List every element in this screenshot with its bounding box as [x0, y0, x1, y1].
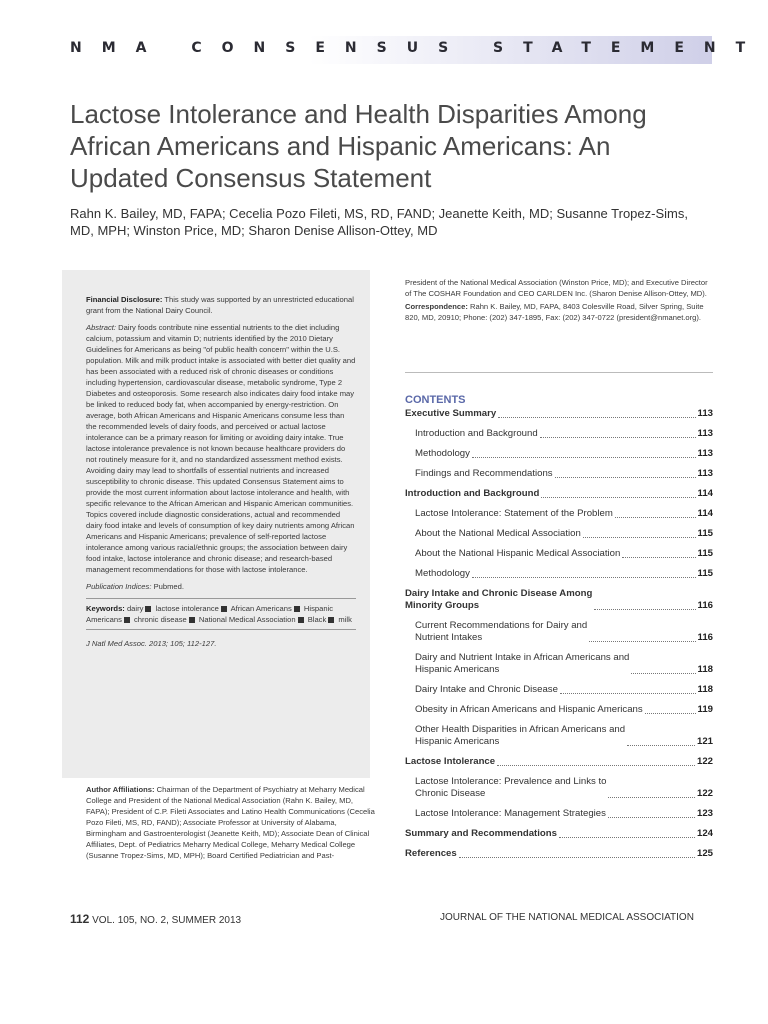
- toc-label: Dairy Intake and Chronic Disease Among Minority Groups: [405, 588, 593, 611]
- toc-leader-dots: [594, 609, 695, 610]
- toc-leader-dots: [583, 537, 696, 538]
- toc-leader-dots: [472, 577, 696, 578]
- toc-entry: [405, 508, 713, 520]
- toc-label: Methodology: [415, 448, 470, 459]
- toc-entry: [405, 468, 713, 480]
- toc-entry: [405, 724, 713, 748]
- toc-label: Findings and Recommendations: [415, 468, 553, 479]
- toc-page-number: 125: [696, 848, 713, 859]
- toc-leader-dots: [555, 477, 696, 478]
- toc-leader-dots: [645, 713, 696, 714]
- toc-label: Lactose Intolerance: [405, 756, 496, 767]
- abstract-box: [62, 270, 370, 778]
- toc-entry: [405, 776, 713, 800]
- toc-label: References: [405, 848, 457, 859]
- abstract: Abstract: Dairy foods contribute nine essential nutrients to the diet including calcium, potassium and vitamin D; nutrients identified by the 2010 Dietary Guidelines for Americans as being "of public health concern" within the U.S. population. Milk and milk product intake is associated with better diet quality and has been associated with a reduced risk of chronic diseases or conditions including hypertension, cardiovascular disease, metabolic syndrome, Type 2 Diabetes and osteoporosis. Some research also indicates dairy food intake may be linked to reduced body fat, when accompanied by energy-restriction. On average, both African Americans and Hispanic Americans consume less than the recommended levels of dairy foods, and perceived or actual lactose intolerance can be a primary reason for limiting or avoiding dairy intake. True lactose intolerance prevalence is not known because healthcare providers do not routinely measure for it, and no standardized assessment method exists. Avoiding dairy may lead to shortfalls of essential nutrients and increased susceptibility to chronic disease. This updated Consensus Statement aims to provide the most current information about lactose intolerance and health, with specific relevance to the African American and Hispanic American communities. Topics covered include diagnostic considerations, actual and recommended dairy food intake and levels of consumption of key dairy nutrients among African Americans and Hispanic Americans; prevalence of self-reported lactose intolerance among various racial/ethnic groups; the association between dairy food intake, lactose intolerance and chronic disease; and research-based management recommendations for those with lactose intolerance.: [86, 323, 356, 574]
- toc-page-number: 122: [696, 788, 713, 799]
- footer-journal: JOURNAL OF THE NATIONAL MEDICAL ASSOCIATION: [440, 912, 694, 923]
- divider: [405, 372, 713, 373]
- toc-leader-dots: [615, 517, 696, 518]
- toc-page-number: 116: [697, 632, 713, 643]
- keywords: Keywords: dairy lactose intolerance African Americans Hispanic Americans chronic disease National Medical Association Black milk: [86, 598, 356, 630]
- toc-label: About the National Medical Association: [415, 528, 581, 539]
- toc-leader-dots: [541, 497, 695, 498]
- toc-entry: [405, 620, 713, 644]
- toc-page-number: 114: [697, 508, 713, 519]
- toc-label: Obesity in African Americans and Hispanic Americans: [415, 704, 643, 715]
- toc-page-number: 121: [696, 736, 713, 747]
- toc-leader-dots: [589, 641, 695, 642]
- article-title: Lactose Intolerance and Health Disparities Among African Americans and Hispanic Americans: An Updated Consensus Statement: [70, 99, 647, 193]
- toc-label: Lactose Intolerance: Statement of the Problem: [415, 508, 613, 519]
- toc-entry: [405, 588, 713, 612]
- toc-entry: [405, 684, 713, 696]
- footer-issue: 112 VOL. 105, NO. 2, SUMMER 2013: [70, 912, 242, 926]
- toc-leader-dots: [540, 437, 696, 438]
- toc-entry: [405, 808, 713, 820]
- correspondence: Correspondence: Rahn K. Bailey, MD, FAPA, 8403 Colesville Road, Silver Spring, Suite 820, MD, 20910; Phone: (202) 347-1895, Fax: (202) 347-0722 (president@nmanet.org).: [405, 302, 704, 322]
- toc-page-number: 115: [697, 548, 713, 559]
- toc-page-number: 119: [697, 704, 713, 715]
- toc-page-number: 113: [697, 448, 713, 459]
- toc-leader-dots: [608, 817, 695, 818]
- citation: J Natl Med Assoc. 2013; 105; 112-127.: [86, 639, 217, 648]
- page-number: 112: [70, 912, 90, 926]
- toc-leader-dots: [459, 857, 695, 858]
- toc-leader-dots: [627, 745, 695, 746]
- toc-entry: [405, 448, 713, 460]
- toc-label: Dairy Intake and Chronic Disease: [415, 684, 558, 695]
- toc-leader-dots: [622, 557, 695, 558]
- toc-entry: [405, 568, 713, 580]
- toc-entry: [405, 828, 713, 840]
- toc-entry: [405, 528, 713, 540]
- toc-entry: [405, 704, 713, 716]
- affiliations-continued: President of the National Medical Association (Winston Price, MD); and Executive Director of The COSHAR Foundation and CEO CARLDEN Inc. (Sharon Denise Allison-Ottey, MD). Correspondence: Rahn K. Bailey, MD, FAPA, 8403 Colesville Road, Silver Spring, Suite 820, MD, 20910; Phone: (202) 347-1895, Fax: (202) 347-0722 (president@nmanet.org).: [405, 277, 715, 325]
- toc-entry: [405, 408, 713, 420]
- toc-page-number: 118: [697, 664, 713, 675]
- toc-leader-dots: [498, 417, 695, 418]
- toc-page-number: 113: [697, 408, 713, 419]
- author-affiliations: Author Affiliations: Chairman of the Department of Psychiatry at Meharry Medical College and President of the National Medical Association (Rahn K. Bailey, MD, FAPA); President of C.P. Fileti Associates and Latino Health Communications (Cecelia Pozo Fileti, MS, RD, FAND); Associate Professor at University of Alabama, Birmingham and Gastroenterologist (Jeanette Keith, MD); Associate Dean of Clinical Affiliates, Dept. of Pediatrics Meharry Medical College, Meharry Medical College (Susanne Tropez-Sims, MD, MPH); Board Certified Pediatrician and Past-: [86, 785, 375, 860]
- toc-entry: [405, 548, 713, 560]
- toc-leader-dots: [608, 797, 695, 798]
- toc-page-number: 115: [697, 528, 713, 539]
- toc-page-number: 114: [697, 488, 713, 499]
- toc-entry: [405, 488, 713, 500]
- banner-title: NMA CONSENSUS STATEMENT: [70, 40, 766, 56]
- toc-leader-dots: [497, 765, 695, 766]
- publication-indices: Publication Indices: Pubmed.: [86, 582, 184, 591]
- toc-leader-dots: [472, 457, 696, 458]
- toc-label: Executive Summary: [405, 408, 497, 419]
- toc-label: Current Recommendations for Dairy and Nutrient Intakes: [415, 620, 588, 643]
- toc-page-number: 115: [697, 568, 713, 579]
- toc-label: Lactose Intolerance: Management Strategies: [415, 808, 606, 819]
- toc-label: Dairy and Nutrient Intake in African Americans and Hispanic Americans: [415, 652, 630, 675]
- toc-page-number: 124: [696, 828, 713, 839]
- toc-entry: [405, 652, 713, 676]
- toc-entry: [405, 756, 713, 768]
- toc-page-number: 116: [697, 600, 713, 611]
- toc-label: Introduction and Background: [405, 488, 540, 499]
- toc-entry: [405, 848, 713, 860]
- toc-page-number: 123: [696, 808, 713, 819]
- contents-heading: CONTENTS: [405, 394, 466, 406]
- author-list: Rahn K. Bailey, MD, FAPA; Cecelia Pozo Fileti, MS, RD, FAND; Jeanette Keith, MD; Susanne Tropez-Sims, MD, MPH; Winston Price, MD; Sharon Denise Allison-Ottey, MD: [70, 206, 688, 238]
- toc-label: Introduction and Background: [415, 428, 538, 439]
- toc-page-number: 118: [697, 684, 713, 695]
- toc-label: About the National Hispanic Medical Association: [415, 548, 621, 559]
- financial-disclosure: Financial Disclosure: This study was supported by an unrestricted educational grant from the National Dairy Council.: [86, 295, 354, 315]
- toc-leader-dots: [560, 693, 696, 694]
- toc-label: Summary and Recommendations: [405, 828, 557, 839]
- toc-label: Methodology: [415, 568, 470, 579]
- toc-page-number: 113: [697, 468, 713, 479]
- toc-label: Lactose Intolerance: Prevalence and Links to Chronic Disease: [415, 776, 607, 799]
- toc-label: Other Health Disparities in African Americans and Hispanic Americans: [415, 724, 626, 747]
- toc-page-number: 113: [697, 428, 713, 439]
- table-of-contents: [405, 408, 713, 868]
- toc-entry: [405, 428, 713, 440]
- toc-page-number: 122: [696, 756, 713, 767]
- toc-leader-dots: [559, 837, 695, 838]
- toc-leader-dots: [631, 673, 695, 674]
